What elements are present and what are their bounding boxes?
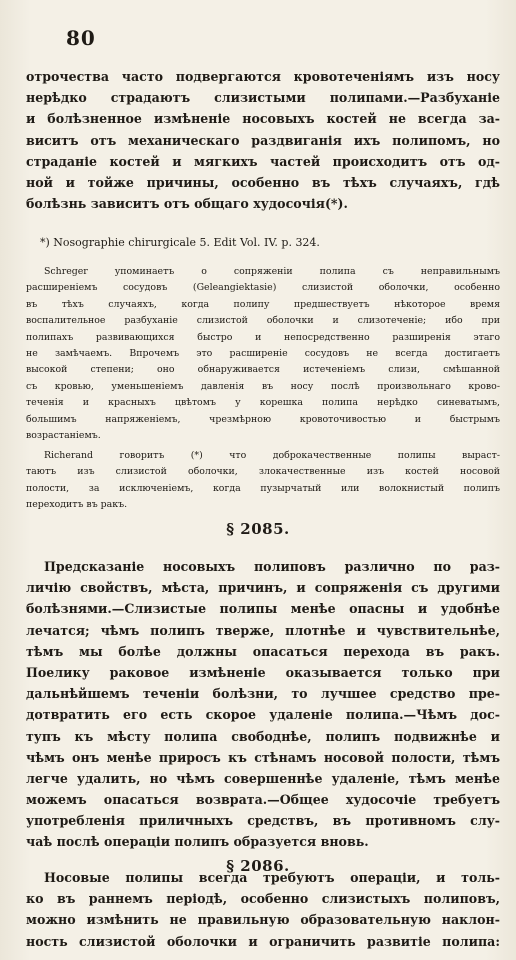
text-line: чѣмъ онъ менѣе приросъ къ стѣнамъ носовой полости, тѣмъ	[26, 749, 500, 765]
text-line: Предсказаніе носовыхъ полиповъ различно по раз-	[44, 559, 500, 574]
text-line: личію свойствъ, мѣста, причинъ, и сопряженія съ другими	[26, 580, 500, 596]
text-line: дальнѣйшемъ теченіи болѣзни, то лучшее средство пре-	[26, 686, 500, 702]
text-line: ность слизистой оболочки и ограничить развитіе полипа:	[26, 933, 500, 949]
text-line: тупъ къ мѣсту полипа свободнѣе, полипъ подвижнѣе и	[26, 728, 500, 744]
text-line: Schreger упоминаетъ о сопряженіи полипа съ неправильнымъ	[44, 266, 500, 277]
text-line: переходитъ въ ракъ.	[26, 499, 128, 511]
text-line: нерѣдко страдаютъ слизистыми полипами.—Разбуханіе	[26, 90, 500, 106]
text-line: расширеніемъ сосудовъ (Geleangiektasie) слизистой оболочки, особенно	[26, 282, 500, 294]
text-line: высокой степени; оно обнаруживается истеченіемъ слизи, смѣшанной	[26, 364, 500, 376]
text-line: болѣзнями.—Слизистые полипы менѣе опасны и удобнѣе	[26, 601, 500, 617]
text-line: виситъ отъ механическаго раздвиганія ихъ полипомъ, но	[26, 132, 500, 148]
text-line: употребленія приличныхъ средствъ, въ противномъ слу-	[26, 813, 500, 829]
text-line: въ тѣхъ случаяхъ, когда полипу предшествуетъ нѣкоторое время	[26, 298, 500, 310]
text-line: Richerand говоритъ (*) что доброкачественные полипы выраст-	[44, 450, 500, 461]
section-heading: § 2085.	[226, 520, 290, 538]
text-line: легче удалить, но чѣмъ совершеннѣе удаленіе, тѣмъ менѣе	[26, 770, 500, 786]
paragraph-operation	[26, 867, 500, 952]
text-line: ной и тойже причины, особенно въ тѣхъ случаяхъ, гдѣ	[26, 174, 500, 190]
text-line: тѣмъ мы болѣе должны опасаться перехода въ ракъ.	[26, 643, 500, 659]
text-line: лечатся; чѣмъ полипъ тверже, плотнѣе и чувствительнѣе,	[26, 622, 500, 638]
text-line: дотвратить его есть скорое удаленіе полипа.—Чѣмъ дос-	[26, 707, 500, 723]
text-line: чаѣ послѣ операціи полипъ образуется вновь.	[26, 834, 369, 850]
text-line: съ кровью, уменьшеніемъ давленія въ носу послѣ произвольнаго крово-	[26, 380, 500, 392]
text-line: можно измѣнить не правильную образовательную наклон-	[26, 912, 500, 928]
paragraph-continuation	[26, 66, 500, 214]
paragraph-prognosis	[26, 556, 500, 853]
text-line: возрастаніемъ.	[26, 429, 101, 441]
text-line: страданіе костей и мягкихъ частей происходитъ отъ од-	[26, 153, 500, 169]
text-line: большимъ напряженіемъ, чрезмѣрною кровоточивостью и быстрымъ	[26, 413, 500, 425]
text-line: Поелику раковое измѣненіе оказывается только при	[26, 664, 500, 680]
text-line: таютъ изъ слизистой оболочки, злокачественные изъ костей носовой	[26, 466, 500, 478]
text-line: ко въ раннемъ періодѣ, особенно слизистыхъ полиповъ,	[26, 891, 500, 907]
footnote-reference: *) Nosographie chirurgicale 5. Edit Vol. IV. p. 324.	[40, 236, 320, 249]
text-line: болѣзнь зависитъ отъ общаго худосочія(*).	[26, 196, 348, 212]
text-line: отрочества часто подвергаются кровотеченіямъ изъ носу	[26, 69, 500, 84]
text-line: Носовые полипы всегда требуютъ операціи, и толь-	[44, 870, 500, 885]
section-heading: § 2086.	[226, 857, 290, 875]
text-line: теченія и красныхъ цвѣтомъ у корешка полипа нерѣдко синеватымъ,	[26, 397, 500, 409]
text-line: воспалительное разбуханіе слизистой оболочки и слизотеченіе; ибо при	[26, 315, 500, 327]
footnote-paragraph-schreger	[26, 264, 500, 444]
text-line: и болѣзненное измѣненіе носовыхъ костей не всегда за-	[26, 111, 500, 127]
text-line: полипахъ развивающихся быстро и непосредственно разширенія этаго	[26, 331, 500, 343]
footnote-paragraph-richerand	[26, 448, 500, 514]
page-number: 80	[66, 26, 96, 50]
text-line: не замѣчаемъ. Впрочемъ это расширеніе сосудовъ не всегда достигаетъ	[26, 347, 500, 359]
text-line: можемъ опасаться возврата.—Общее худосочіе требуетъ	[26, 792, 500, 808]
text-line: полости, за исключеніемъ, когда пузырчатый или волокнистый полипъ	[26, 482, 500, 494]
